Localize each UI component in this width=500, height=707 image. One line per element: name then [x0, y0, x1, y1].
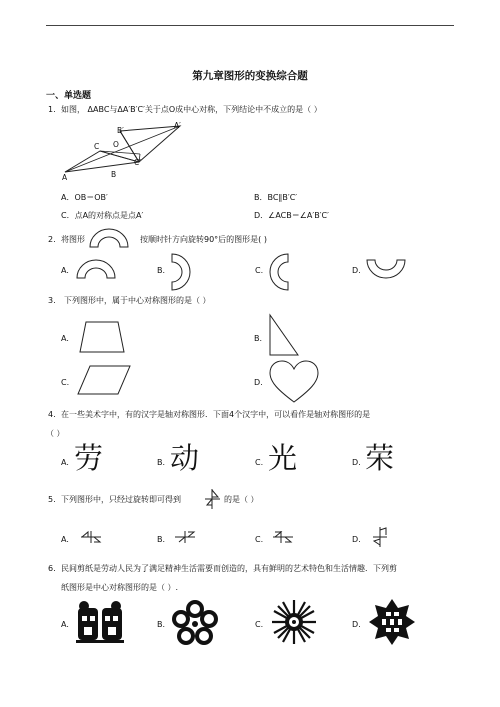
q5-text-a: 下列图形中，只经过旋转即可得到	[61, 495, 181, 504]
section-heading: 一、单选题	[46, 91, 92, 101]
page-title: 第九章图形的变换综合题	[192, 70, 308, 82]
q3-text: 下列图形中，属于中心对称图形的是（ ）	[64, 296, 211, 305]
q4-option-b[interactable]: B.	[157, 458, 166, 467]
q1-label-C-prime: C′	[134, 158, 141, 167]
q4-option-a[interactable]: A.	[61, 458, 69, 467]
q4-text: 在一些美术字中，有的汉字是轴对称图形．下面4个汉字中，可以看作是轴对称图形的是	[61, 410, 371, 419]
q2-option-c[interactable]: C.	[255, 266, 264, 275]
q5-option-c-shape	[272, 530, 294, 544]
q6-number: 6.	[48, 564, 56, 573]
q2-text-a: 将图形	[61, 235, 85, 244]
q6-option-a[interactable]: A.	[61, 620, 69, 629]
q6-papercut-a	[74, 600, 126, 644]
q1-label-C: C	[94, 142, 100, 151]
header-rule	[46, 25, 454, 26]
q5-option-a[interactable]: A.	[61, 535, 69, 544]
q6-text: 民间剪纸是劳动人民为了满足精神生活需要而创造的，具有鲜明的艺术特色和生活情趣．下列剪	[61, 564, 397, 573]
q6-papercut-d	[368, 598, 416, 646]
q6-option-b[interactable]: B.	[157, 620, 166, 629]
q4-text-cont: （ ）	[46, 429, 65, 438]
q5-option-b[interactable]: B.	[157, 535, 166, 544]
q3-option-c[interactable]: C.	[61, 378, 70, 387]
q1-label-B-prime: B′	[117, 126, 124, 135]
q6-option-d[interactable]: D.	[352, 620, 361, 629]
q6-text-cont: 纸图形是中心对称图形的是（ ）.	[61, 583, 179, 592]
q2-option-b-shape	[170, 252, 192, 292]
q3-heart-shape	[268, 360, 320, 404]
q1-text: 如图， ΔABC与ΔA′B′C′关于点O成中心对称，下列结论中不成立的是（ ）	[61, 105, 322, 114]
q6-papercut-b	[172, 600, 218, 646]
q4-option-d[interactable]: D.	[352, 458, 361, 467]
q2-option-c-shape	[268, 252, 290, 292]
q3-trapezoid-shape	[78, 320, 128, 354]
q1-option-a[interactable]: A．OB＝OB′	[61, 193, 108, 202]
q1-option-b[interactable]: B．BC∥B′C′	[254, 193, 298, 202]
q4-char-lao: 劳	[74, 441, 104, 475]
q5-option-d[interactable]: D.	[352, 535, 361, 544]
q1-option-d[interactable]: D．∠ACB＝∠A′B′C′	[254, 211, 329, 220]
q5-number: 5.	[48, 495, 56, 504]
q3-right-triangle-shape	[268, 313, 300, 357]
q1-label-A: A	[62, 173, 68, 182]
q3-option-a[interactable]: A.	[61, 334, 69, 343]
q2-option-d-shape	[365, 258, 407, 280]
q2-option-d[interactable]: D.	[352, 266, 361, 275]
q2-text-b: 按顺时针方向旋转90°后的图形是( )	[140, 235, 267, 244]
q1-label-O: O	[113, 140, 119, 149]
q2-arch-shape	[88, 227, 130, 249]
q5-option-c[interactable]: C.	[255, 535, 264, 544]
q4-option-c[interactable]: C.	[255, 458, 264, 467]
q2-option-a-shape	[75, 258, 117, 280]
q5-reference-shape	[204, 488, 222, 510]
q4-char-dong: 动	[170, 441, 200, 475]
q1-figure	[55, 118, 205, 183]
q3-option-d[interactable]: D.	[254, 378, 263, 387]
q1-option-c[interactable]: C．点A的对称点是点A′	[61, 211, 144, 220]
q5-option-d-shape	[372, 526, 388, 548]
q5-text-b: 的是（ ）	[224, 495, 259, 504]
q5-option-a-shape	[80, 530, 102, 544]
q1-label-B: B	[111, 170, 117, 179]
q6-option-c[interactable]: C.	[255, 620, 264, 629]
q5-option-b-shape	[174, 530, 196, 544]
q3-number: 3.	[48, 296, 56, 305]
q3-parallelogram-shape	[76, 364, 132, 396]
q1-number: 1.	[48, 105, 56, 114]
q4-number: 4.	[48, 410, 56, 419]
q2-option-b[interactable]: B.	[157, 266, 166, 275]
q1-label-A-prime: A′	[174, 121, 181, 130]
q6-papercut-c	[270, 598, 318, 646]
q4-char-rong: 荣	[365, 441, 395, 475]
q2-option-a[interactable]: A.	[61, 266, 69, 275]
q3-option-b[interactable]: B.	[254, 334, 263, 343]
q4-char-guang: 光	[268, 441, 298, 475]
q2-number: 2.	[48, 235, 56, 244]
